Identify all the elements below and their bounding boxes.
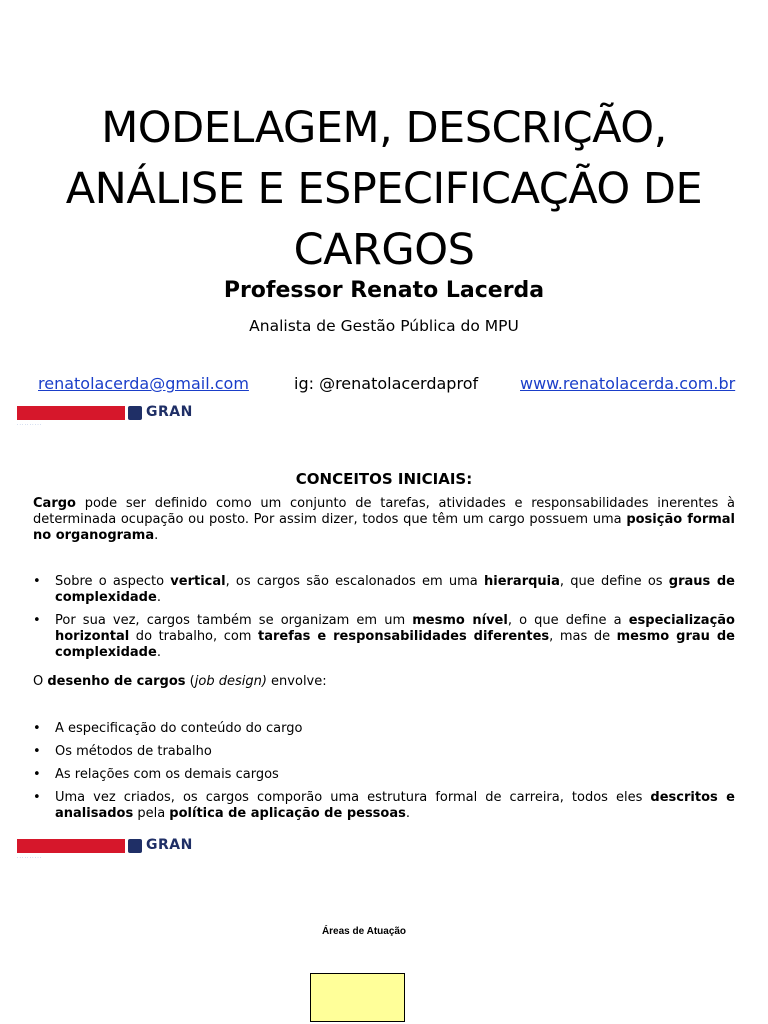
bullet-horizontal-text-2: mesmo nível (412, 613, 508, 628)
career-text-3: pela (133, 806, 170, 821)
bullet-horizontal-text-6: tarefas e responsabilidades diferentes (258, 629, 550, 644)
document-title (0, 98, 768, 281)
intro-text-1: Cargo (33, 496, 76, 511)
bullet-horizontal-text-8: mesmo grau de complexidade (55, 629, 735, 660)
section-title: CONCEITOS INICIAIS: (295, 470, 473, 488)
bullet-career (33, 790, 735, 822)
career-text-4: política de aplicação de pessoas (169, 806, 406, 821)
intro-text-2: pode ser definido como um conjunto de tarefas, atividades e responsabilidades inerentes à determinada ocupação ou posto. Por assim dizer, todos que têm um cargo possuem uma (33, 496, 735, 527)
job-design-bullets (33, 721, 735, 822)
career-text-2: descritos e analisados (55, 790, 735, 821)
intro-text-3: posição formal no organograma (33, 512, 736, 543)
job-design-text-3: ( (185, 674, 195, 689)
bullet-horizontal (33, 613, 735, 661)
areas-label: Áreas de Atuação (321, 926, 407, 937)
author-role: Analista de Gestão Pública do MPU (249, 317, 519, 335)
author-name: Professor Renato Lacerda (223, 278, 545, 303)
job-design-intro (33, 674, 735, 690)
bullet-vertical-text-4: hierarquia (483, 574, 560, 589)
career-text-1: Uma vez criados, os cargos comporão uma estrutura formal de carreira, todos eles (55, 790, 651, 805)
job-design-text-2: desenho de cargos (47, 674, 186, 689)
bullet-vertical-text-5: , que define os (559, 574, 669, 589)
brand-red-bar (17, 406, 125, 420)
email-link[interactable]: renatolacerda@gmail.com (38, 374, 249, 393)
title-line-1: MODELAGEM, DESCRIÇÃO, (101, 103, 667, 153)
intro-paragraph (33, 496, 735, 544)
bullet-vertical-text-7: . (156, 590, 161, 605)
bullet-horizontal-text-9: . (156, 645, 161, 660)
career-text-5: . (405, 806, 411, 821)
bullet-vertical-text-1: Sobre o aspecto (55, 574, 171, 589)
brand-logo-icon (128, 406, 142, 420)
bullet-vertical-text-3: , os cargos são escalonados em uma (225, 574, 484, 589)
brand-tiny-text: · · · · · · · · · · (17, 422, 42, 427)
list-item: • As relações com os demais cargos (33, 767, 735, 783)
bullet-horizontal-text-1: Por sua vez, cargos também se organizam em um (55, 613, 413, 628)
bullet-horizontal-text-5: do trabalho, com (129, 629, 259, 644)
org-chart-box (310, 973, 405, 1022)
job-design-text-5: envolve: (266, 674, 327, 689)
brand-tiny-text: · · · · · · · · · · (17, 855, 42, 860)
job-design-text-4: job design) (194, 674, 267, 689)
brand-logo-text: GRAN (146, 404, 193, 420)
brand-logo-icon (128, 839, 142, 853)
intro-text-4: . (154, 528, 159, 543)
instagram-handle: ig: @renatolacerdaprof (294, 374, 479, 393)
list-item: • Os métodos de trabalho (33, 744, 735, 760)
brand-red-bar (17, 839, 125, 853)
title-line-3: CARGOS (293, 225, 475, 275)
bullet-vertical-text-2: vertical (170, 574, 226, 589)
bullet-horizontal-text-7: , mas de (549, 629, 617, 644)
list-item: • A especificação do conteúdo do cargo (33, 721, 735, 737)
bullet-horizontal-text-3: , o que define a (507, 613, 629, 628)
title-line-2: ANÁLISE E ESPECIFICAÇÃO DE (65, 164, 703, 214)
bullet-horizontal-text-4: especialização horizontal (55, 613, 735, 644)
structure-bullets (33, 574, 735, 661)
bullet-vertical (33, 574, 735, 606)
brand-logo-text: GRAN (146, 837, 193, 853)
bullet-vertical-text-6: graus de complexidade (55, 574, 735, 605)
website-link[interactable]: www.renatolacerda.com.br (520, 374, 736, 393)
job-design-text-1: O (33, 674, 48, 689)
